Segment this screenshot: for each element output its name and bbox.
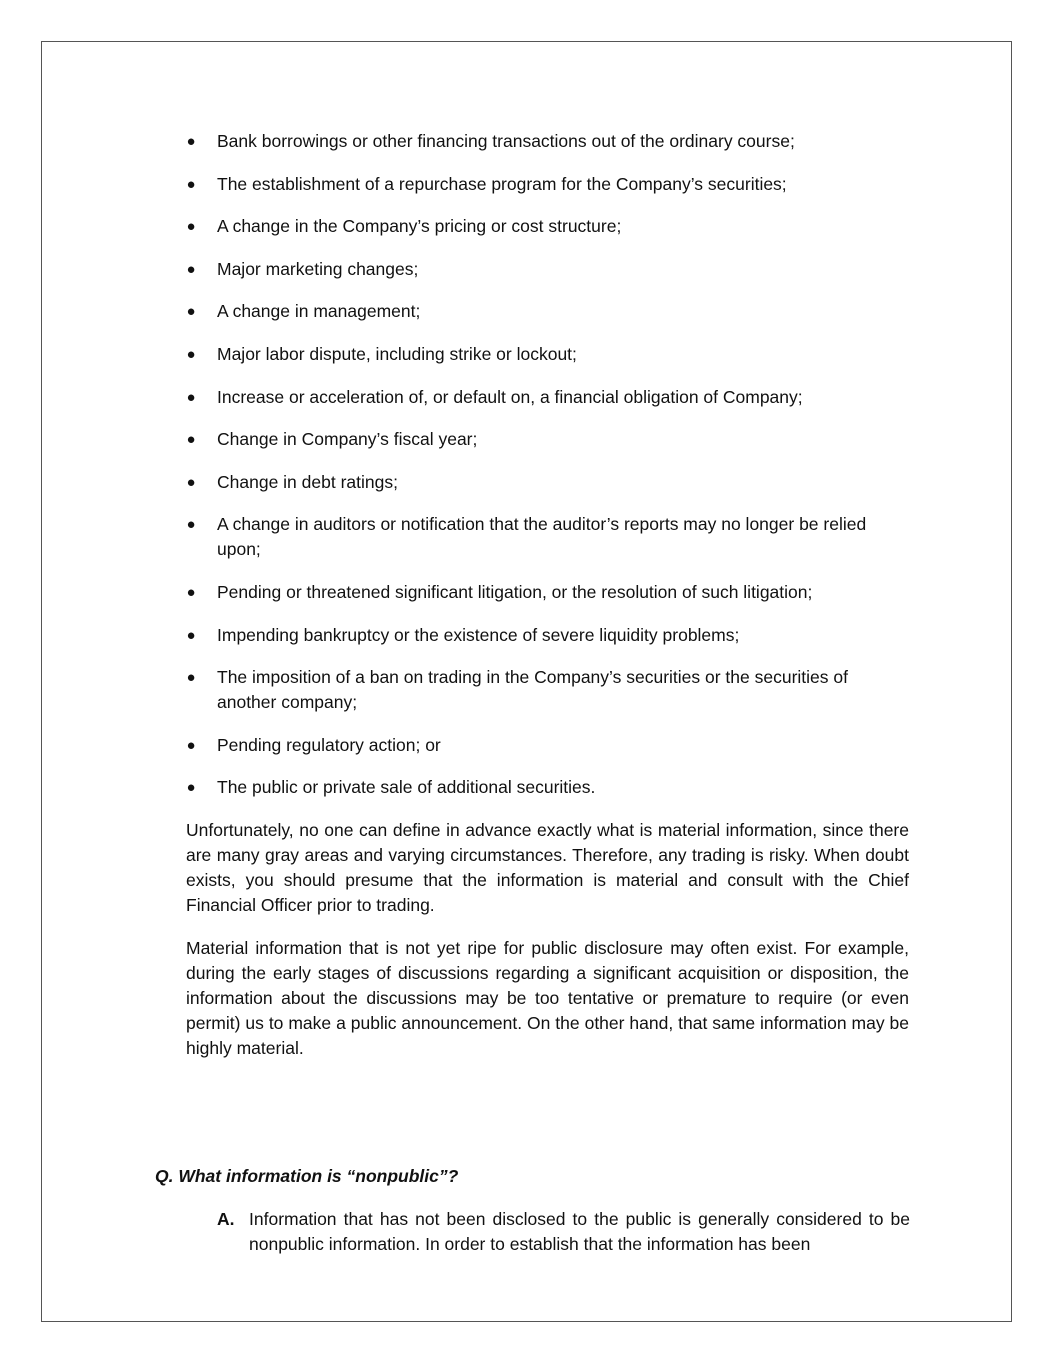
bullet-icon: ●: [186, 388, 196, 406]
list-item: [186, 214, 911, 239]
list-item: [186, 427, 911, 452]
list-item: [186, 623, 911, 648]
disclosure-paragraph: Material information that is not yet ripe for public disclosure may often exist. For example, during the early stages of discussions regarding a significant acquisition or disposition, the information about the discussions may be too tentative or premature to require (or even permit) us to make a public announcement. On the other hand, that same information may be highly material.: [186, 938, 909, 1058]
list-item-text: Major marketing changes;: [217, 258, 419, 279]
bullet-icon: ●: [186, 175, 196, 193]
list-item-text: The imposition of a ban on trading in the Company’s securities or the securities of another company;: [217, 667, 848, 713]
question-heading: Q. What information is “nonpublic”?: [155, 1166, 459, 1186]
list-item-text: A change in auditors or notification that the auditor’s reports may no longer be relied upon;: [217, 514, 867, 560]
list-item-text: Change in debt ratings;: [217, 471, 398, 492]
list-item-text: A change in management;: [217, 301, 421, 322]
bullet-icon: ●: [186, 669, 196, 687]
answer-label: A.: [217, 1209, 235, 1229]
list-item-text: Bank borrowings or other financing transactions out of the ordinary course;: [217, 131, 795, 151]
list-item: [186, 665, 911, 715]
list-item: [186, 470, 911, 495]
list-item: [186, 342, 911, 367]
answer-block: [217, 1207, 910, 1257]
answer-text: Information that has not been disclosed to the public is generally considered to be nonpublic information. In order to establish that the information has been: [249, 1209, 910, 1254]
list-item-text: Major labor dispute, including strike or lockout;: [217, 343, 577, 364]
list-item: [186, 733, 911, 758]
list-item-text: Impending bankruptcy or the existence of severe liquidity problems;: [217, 624, 740, 645]
bullet-icon: ●: [186, 260, 196, 278]
list-item: [186, 580, 911, 605]
bullet-icon: ●: [186, 473, 196, 491]
list-item-text: A change in the Company’s pricing or cost structure;: [217, 216, 622, 237]
material-events-list: [186, 129, 911, 818]
list-item-text: Increase or acceleration of, or default on, a financial obligation of Company;: [217, 386, 803, 407]
bullet-icon: ●: [186, 626, 196, 644]
list-item: [186, 172, 911, 197]
list-item: [186, 129, 911, 154]
bullet-icon: ●: [186, 583, 196, 601]
bullet-icon: ●: [186, 779, 196, 797]
list-item: [186, 775, 911, 800]
list-item: [186, 257, 911, 282]
list-item-text: Pending or threatened significant litigation, or the resolution of such litigation;: [217, 581, 813, 602]
list-item-text: Change in Company’s fiscal year;: [217, 429, 478, 450]
list-item: [186, 299, 911, 324]
bullet-icon: ●: [186, 218, 196, 236]
list-item-text: Pending regulatory action; or: [217, 734, 441, 755]
list-item-text: The public or private sale of additional securities.: [217, 777, 596, 798]
bullet-icon: ●: [186, 431, 196, 449]
bullet-icon: ●: [186, 133, 196, 150]
list-item-text: The establishment of a repurchase program for the Company’s securities;: [217, 173, 787, 194]
bullet-icon: ●: [186, 516, 196, 534]
list-item: [186, 385, 911, 410]
materiality-paragraph: Unfortunately, no one can define in advance exactly what is material information, since there are many gray areas and varying circumstances. Therefore, any trading is risky. When doubt exists, you should presume that the information is material and consult with the Chief Financial Officer prior to trading.: [186, 820, 909, 915]
bullet-icon: ●: [186, 736, 196, 754]
bullet-icon: ●: [186, 345, 196, 363]
bullet-icon: ●: [186, 303, 196, 321]
list-item: [186, 512, 911, 562]
